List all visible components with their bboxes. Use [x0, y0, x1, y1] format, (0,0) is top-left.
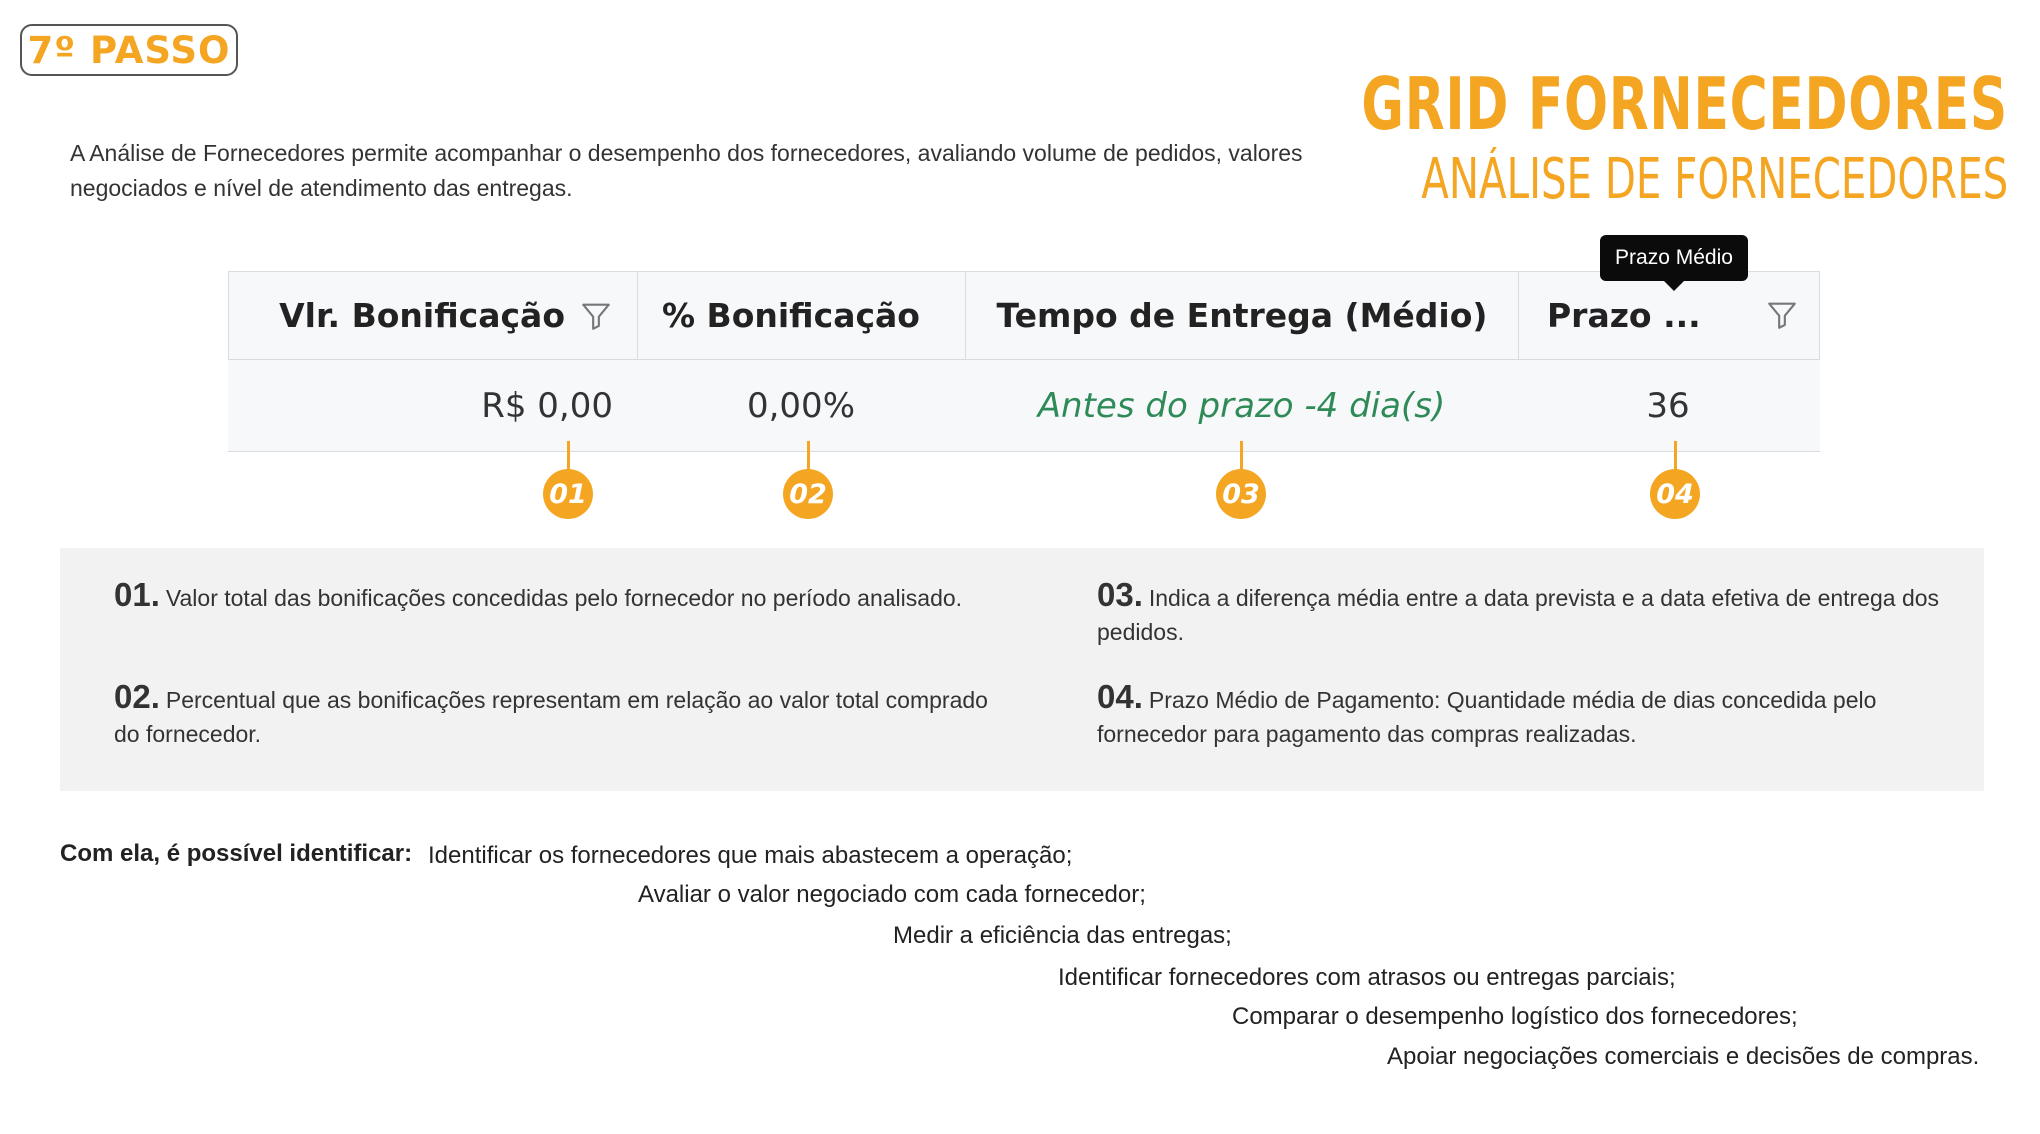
tooltip-prazo-medio: Prazo Médio — [1600, 235, 1748, 281]
step-badge: 7º PASSO — [20, 24, 238, 76]
list-item: Avaliar o valor negociado com cada fornecedor; — [638, 881, 1146, 908]
column-header-label: % Bonificação — [662, 296, 920, 335]
marker-circle: 04 — [1650, 469, 1700, 519]
info-number: 04. — [1097, 678, 1143, 715]
info-text: Percentual que as bonificações representam em relação ao valor total comprado do fornecedor. — [114, 687, 988, 747]
info-number: 01. — [114, 576, 160, 613]
info-panel — [60, 548, 1984, 791]
column-header-vlr-bonificacao[interactable] — [229, 272, 638, 359]
info-item-02 — [114, 680, 1014, 751]
list-item: Medir a eficiência das entregas; — [893, 922, 1232, 949]
info-item-01 — [114, 578, 1014, 615]
list-item: Apoiar negociações comerciais e decisões de compras. — [1387, 1043, 1980, 1070]
cell-pct-bonificacao: 0,00% — [746, 385, 855, 426]
page-title: GRID FORNECEDORES — [1361, 62, 2008, 146]
intro-text: A Análise de Fornecedores permite acompanhar o desempenho dos fornecedores, avaliando volume de pedidos, valores negociados e nível de atendimento das entregas. — [70, 140, 1303, 201]
info-text: Indica a diferença média entre a data prevista e a data efetiva de entrega dos pedidos. — [1097, 585, 1940, 645]
info-item-04 — [1097, 680, 1957, 751]
column-header-pct-bonificacao[interactable] — [638, 272, 966, 359]
grid-header — [228, 271, 1820, 360]
marker-circle: 02 — [783, 469, 833, 519]
cell-prazo: 36 — [1646, 385, 1690, 426]
column-header-label: Tempo de Entrega (Médio) — [996, 296, 1488, 335]
filter-icon[interactable] — [1765, 298, 1799, 332]
info-number: 02. — [114, 678, 160, 715]
cell-vlr-bonificacao: R$ 0,00 — [481, 385, 613, 426]
list-item: Comparar o desempenho logístico dos fornecedores; — [1232, 1003, 1798, 1030]
identify-label: Com ela, é possível identificar: — [60, 840, 413, 867]
cell-tempo-entrega: Antes do prazo -4 dia(s) — [1037, 385, 1446, 426]
info-text: Valor total das bonificações concedidas pelo fornecedor no período analisado. — [165, 585, 963, 611]
info-number: 03. — [1097, 576, 1143, 613]
filter-icon[interactable] — [579, 299, 613, 333]
column-header-label: Prazo ... — [1547, 296, 1701, 335]
supplier-grid — [228, 271, 1820, 452]
column-header-label: Vlr. Bonificação — [279, 296, 565, 335]
info-item-03 — [1097, 578, 1957, 649]
column-header-tempo-entrega[interactable] — [966, 272, 1519, 359]
table-row[interactable] — [228, 360, 1820, 452]
page-subtitle: ANÁLISE DE FORNECEDORES — [1421, 147, 2008, 212]
marker-circle: 03 — [1216, 469, 1266, 519]
marker-circle: 01 — [543, 469, 593, 519]
list-item: Identificar fornecedores com atrasos ou entregas parciais; — [1058, 964, 1676, 991]
info-text: Prazo Médio de Pagamento: Quantidade média de dias concedida pelo fornecedor para pagamento das compras realizadas. — [1097, 687, 1877, 747]
list-item: Identificar os fornecedores que mais abastecem a operação; — [428, 842, 1073, 869]
